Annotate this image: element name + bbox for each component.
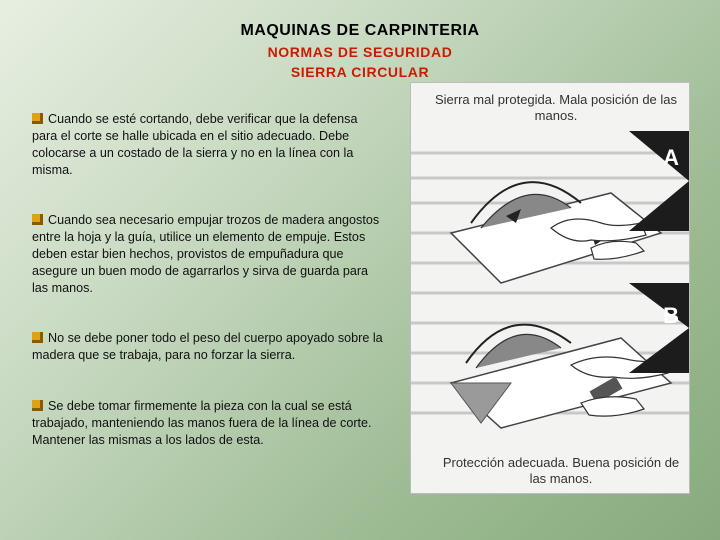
bullet-text-2: Cuando sea necesario empujar trozos de madera angostos entre la hoja y la guía, utilice un elemento de empuje. Estos deben estar bien hechos, provistos de empuñadura que asegure un buen modo de agarrarlos y sirva de guarda para las manos. <box>32 213 380 295</box>
bullet-item-4 <box>32 398 384 449</box>
page-subtitle-normas: NORMAS DE SEGURIDAD <box>267 44 453 60</box>
bullet-text-4: Se debe tomar firmemente la pieza con la cual se está trabajado, manteniendo las manos fuera de la línea de corte. Mantener las mismas a los lados de esta. <box>32 399 372 447</box>
bullet-text-1: Cuando se esté cortando, debe verificar que la defensa para el corte se halle ubicada en el sitio adecuado. Debe colocarse a un costado de la sierra y no en la línea con la misma. <box>32 112 358 177</box>
label-a: A <box>663 145 679 170</box>
bullet-item-2 <box>32 212 384 297</box>
label-b-marker <box>629 283 689 373</box>
label-a-marker <box>629 131 689 231</box>
caption-good-protection: Protección adecuada. Buena posición de las manos. <box>442 455 680 486</box>
bullet-box-icon <box>32 400 43 411</box>
bullet-box-icon <box>32 113 43 124</box>
bullet-box-icon <box>32 214 43 225</box>
label-b: B <box>663 303 679 328</box>
bullet-item-3 <box>32 330 384 364</box>
bullet-box-icon <box>32 332 43 343</box>
saw-safety-illustration <box>410 82 690 494</box>
page-title: MAQUINAS DE CARPINTERIA <box>240 22 480 39</box>
page-subtitle-sierra: SIERRA CIRCULAR <box>290 64 430 80</box>
caption-bad-protection: Sierra mal protegida. Mala posición de las manos. <box>434 92 678 123</box>
bullet-text-3: No se debe poner todo el peso del cuerpo apoyado sobre la madera que se trabaja, para no forzar la sierra. <box>32 331 383 362</box>
bullet-item-1 <box>32 111 384 179</box>
